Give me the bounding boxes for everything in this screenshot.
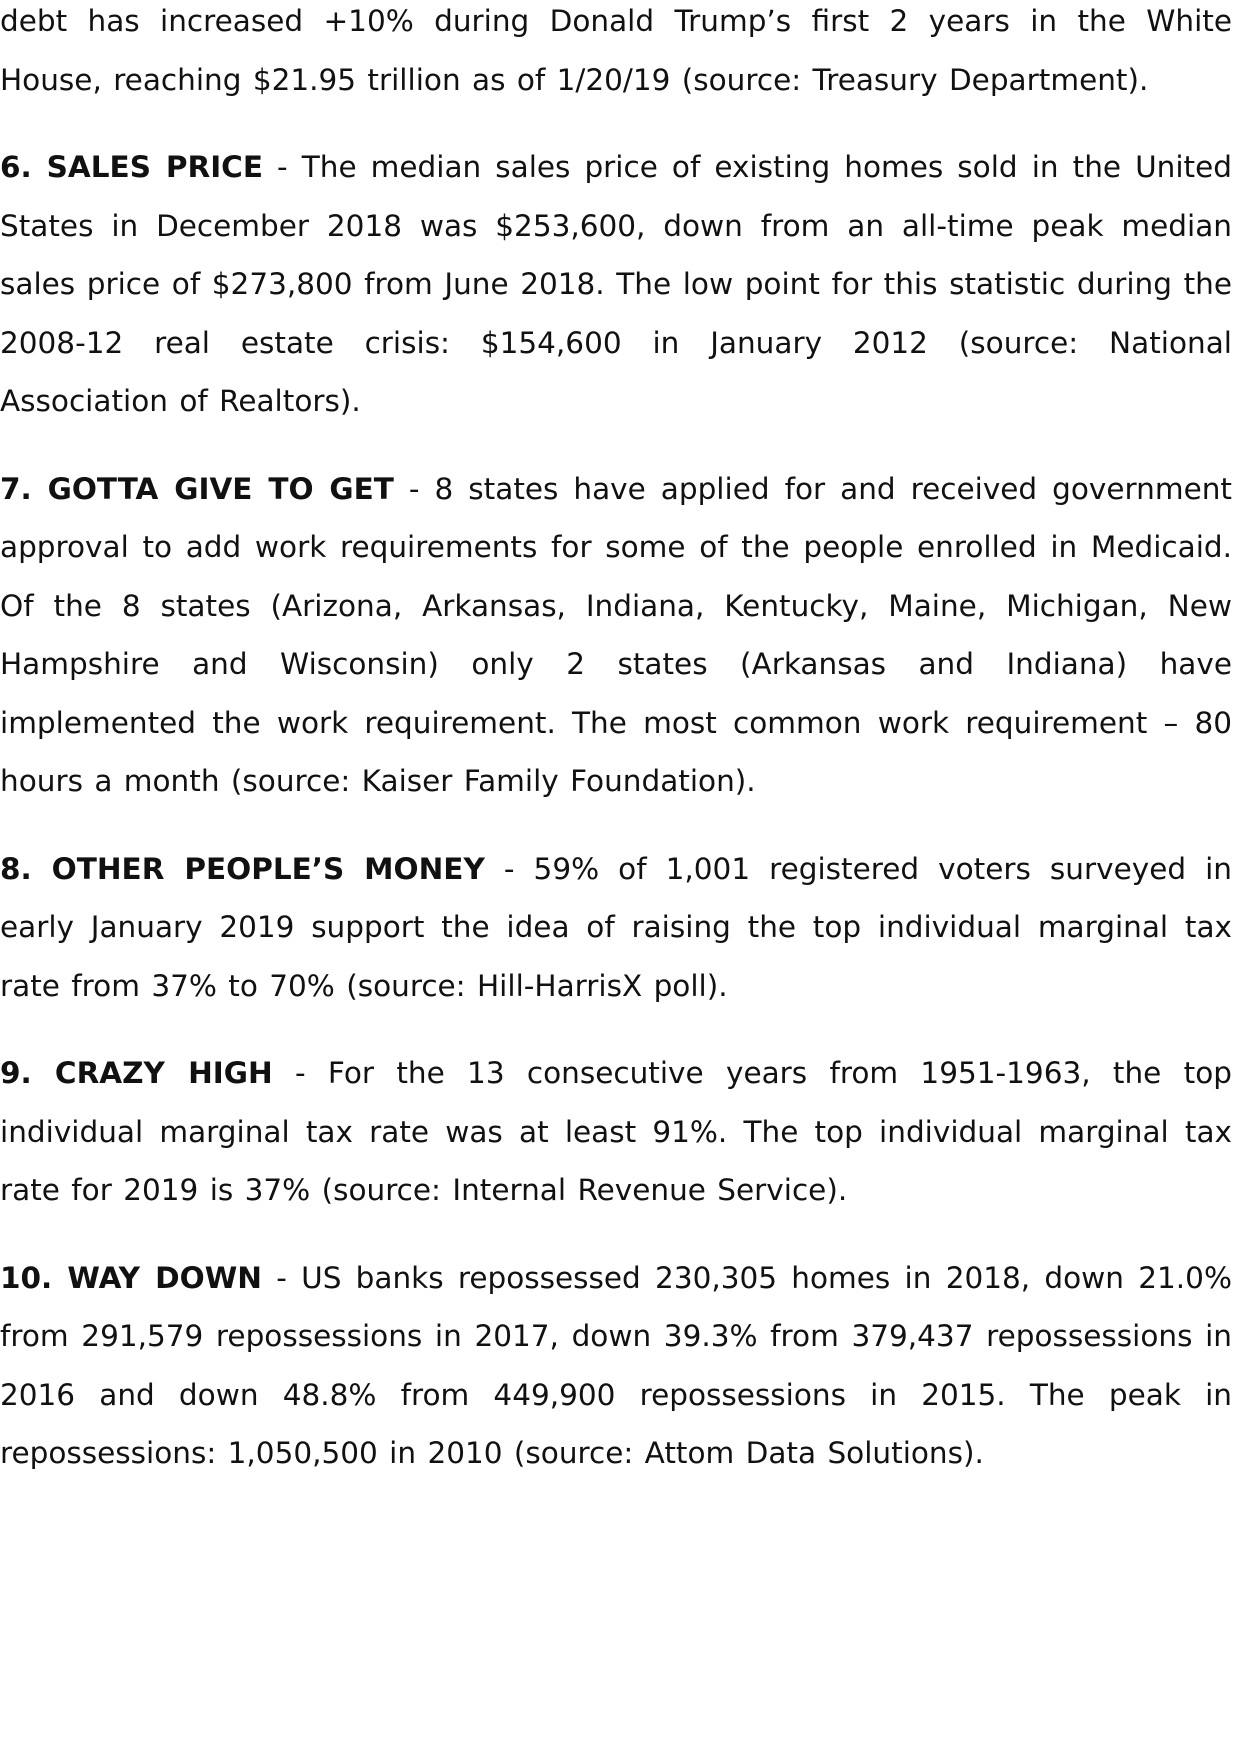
intro-paragraph: debt has increased +10% during Donald Trump’s first 2 years in the White House, reaching $21.95 trillion as of 1/20/19 (source: Treasury Department).	[0, 4, 1232, 97]
item-7-paragraph	[0, 460, 1232, 811]
item-8-heading: 8. OTHER PEOPLE’S MONEY	[0, 851, 485, 886]
item-7-body: - 8 states have applied for and received government approval to add work requirements for some of the people enrolled in Medicaid. Of the 8 states (Arizona, Arkansas, Indiana, Kentucky, Maine, Michigan, New Hampshire and Wisconsin) only 2 states (Arkansas and Indiana) have implemented the work requirement. The most common work requirement – 80 hours a month (source: Kaiser Family Foundation).	[0, 471, 1232, 798]
item-10-paragraph	[0, 1249, 1232, 1483]
item-8-body: - 59% of 1,001 registered voters surveyed in early January 2019 support the idea of raising the top individual marginal tax rate from 37% to 70% (source: Hill-HarrisX poll).	[0, 851, 1232, 1003]
item-9-body: - For the 13 consecutive years from 1951-1963, the top individual marginal tax rate was at least 91%. The top individual marginal tax rate for 2019 is 37% (source: Internal Revenue Service).	[0, 1056, 1232, 1207]
item-8-paragraph	[0, 840, 1232, 1016]
item-9-heading: 9. CRAZY HIGH	[0, 1056, 273, 1090]
item-10-heading: 10. WAY DOWN	[0, 1260, 262, 1295]
item-7-heading: 7. GOTTA GIVE TO GET	[0, 471, 394, 506]
item-6-paragraph	[0, 138, 1232, 431]
item-6-heading: 6. SALES PRICE	[0, 150, 263, 184]
item-9-paragraph	[0, 1044, 1232, 1220]
item-6-body: - The median sales price of existing homes sold in the United States in December 2018 was $253,600, down from an all-time peak median sales price of $273,800 from June 2018. The low point for this statistic during the 2008-12 real estate crisis: $154,600 in January 2012 (source: National Association of Realtors).	[0, 150, 1233, 418]
item-10-body: - US banks repossessed 230,305 homes in 2018, down 21.0% from 291,579 repossessions in 2017, down 39.3% from 379,437 repossessions in 2016 and down 48.8% from 449,900 repossessions in 2015. The peak in repossessions: 1,050,500 in 2010 (source: Attom Data Solutions).	[0, 1260, 1232, 1470]
